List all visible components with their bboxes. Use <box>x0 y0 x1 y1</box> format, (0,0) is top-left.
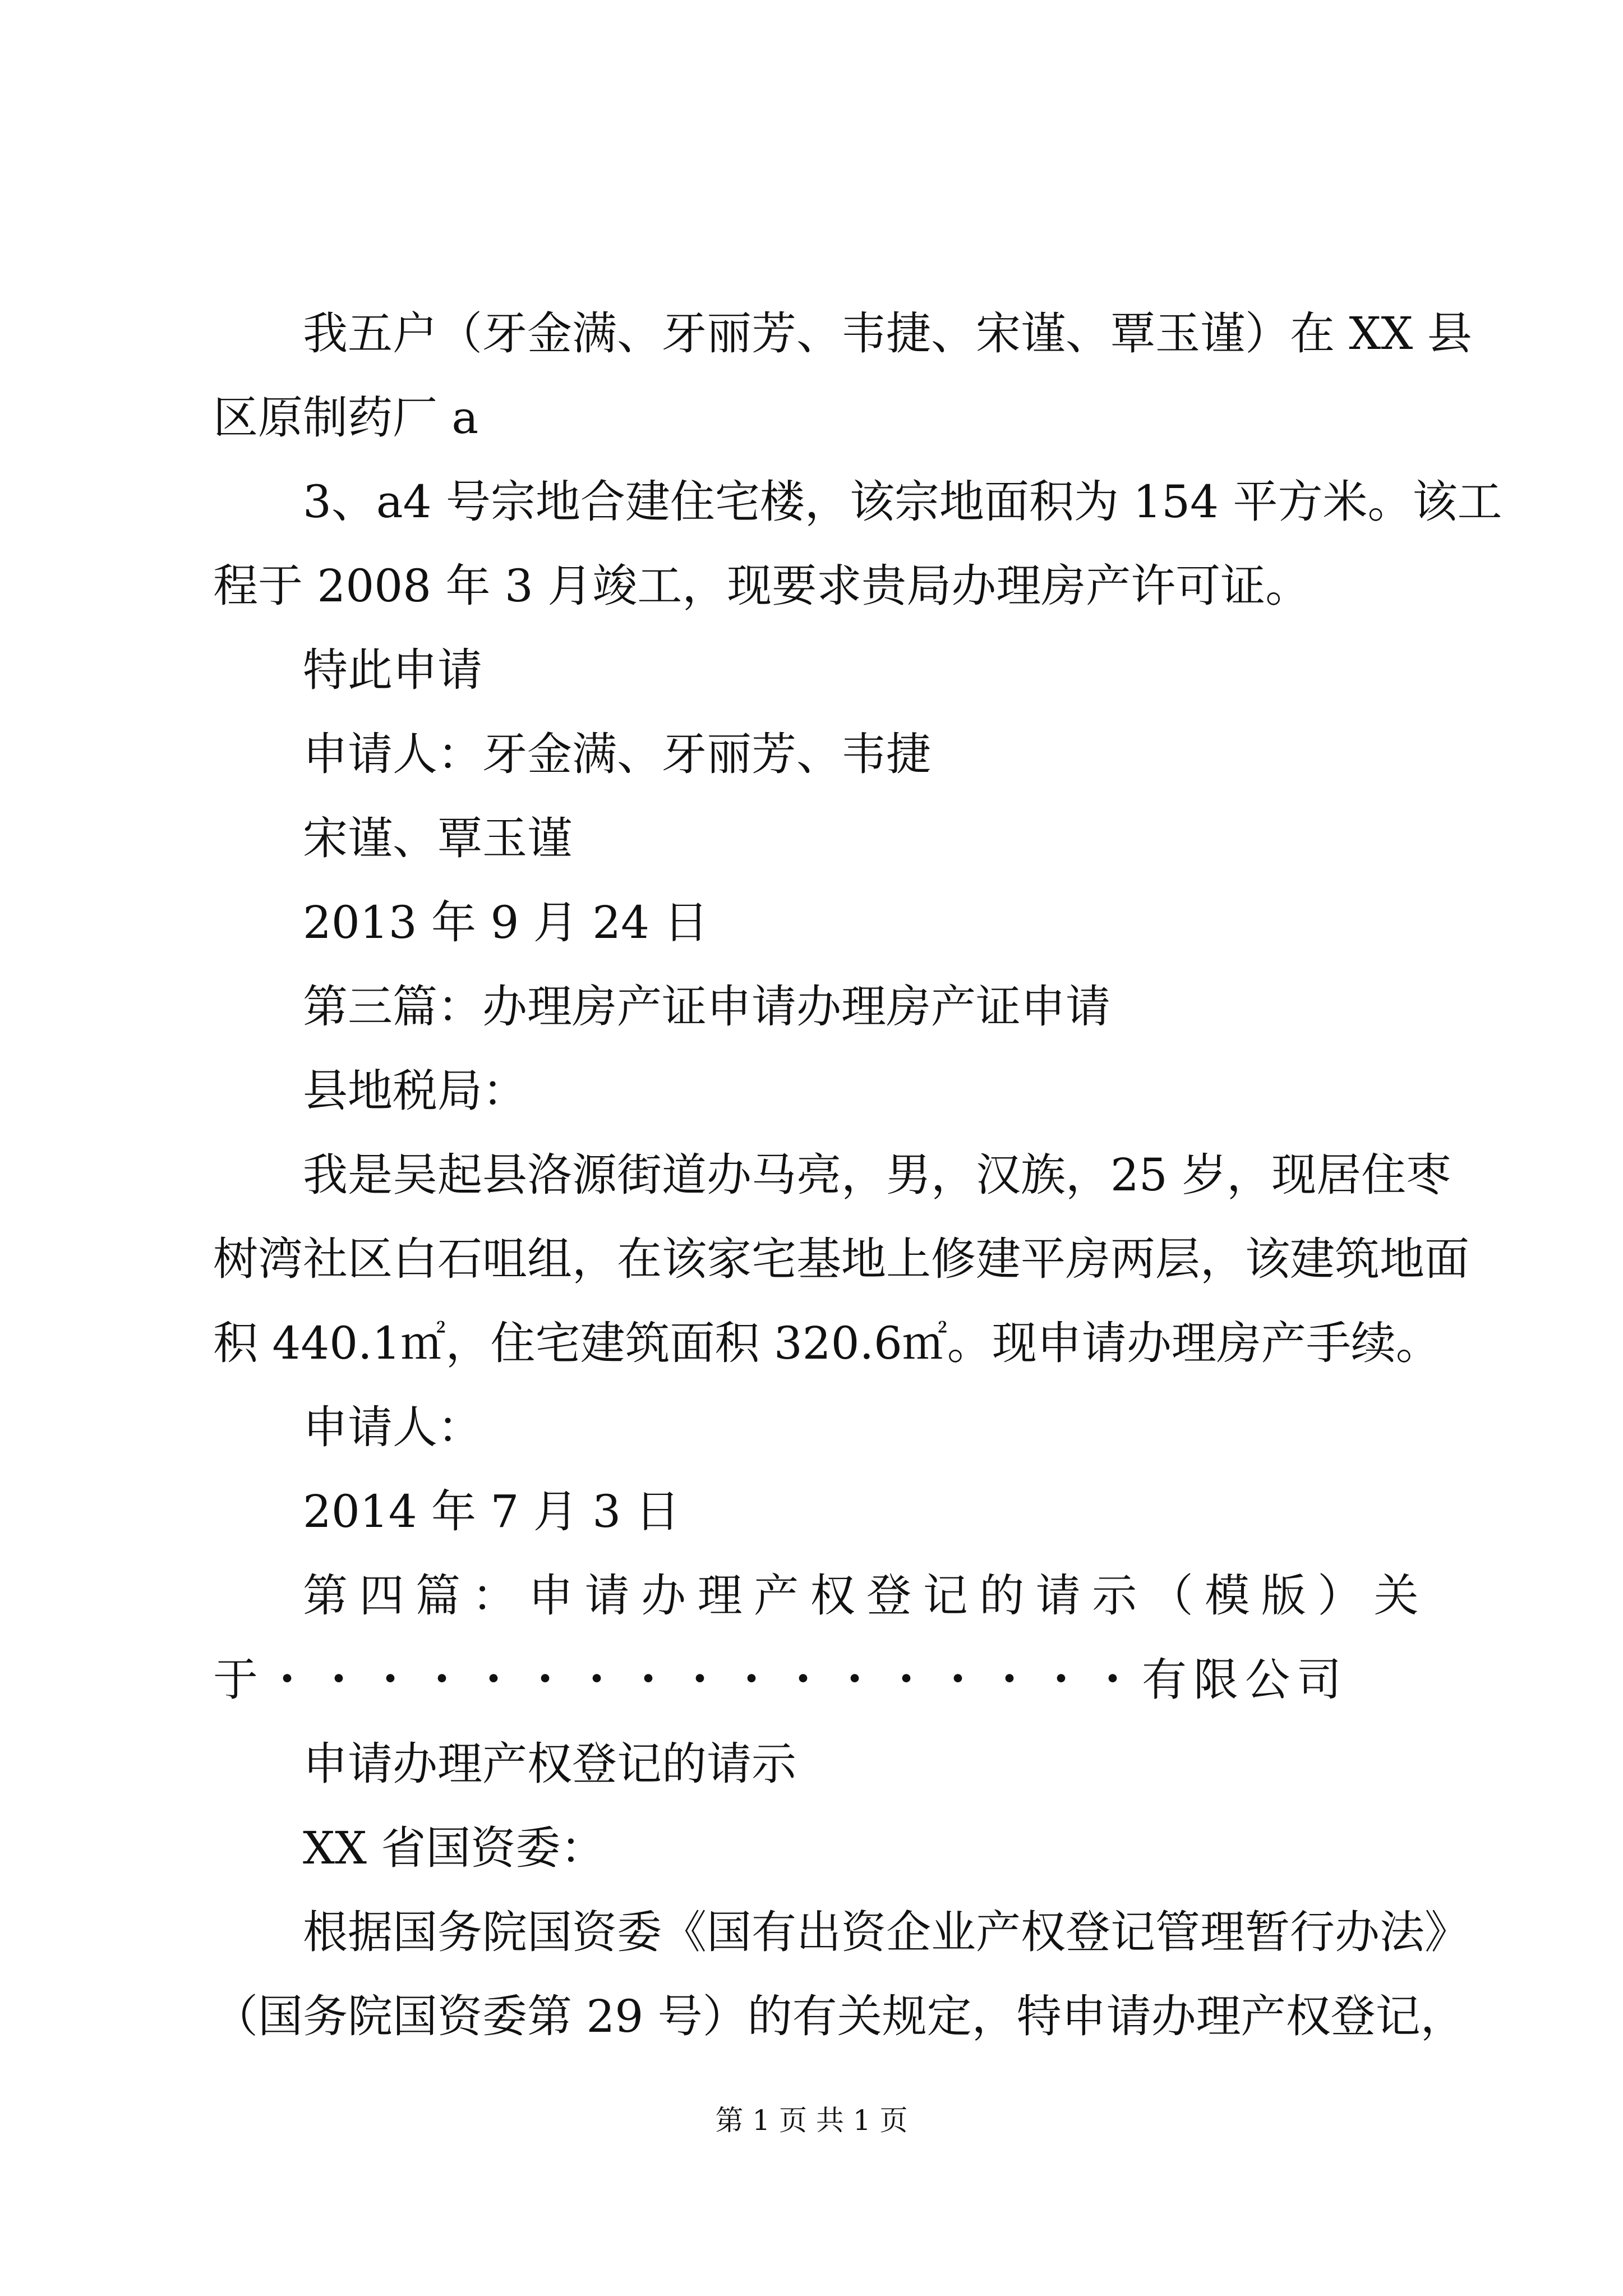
document-title-line: 申请办理产权登记的请示 <box>303 1738 796 1790</box>
date-line: 2014 年 7 月 3 日 <box>303 1485 680 1538</box>
paragraph-line: 我是吴起县洛源街道办马亮，男，汉族，25 岁，现居住枣 <box>303 1149 1451 1201</box>
paragraph-line: 区原制药厂 a <box>213 392 479 444</box>
paragraph-line: 树湾社区白石咀组，在该家宅基地上修建平房两层，该建筑地面 <box>213 1233 1469 1285</box>
addressee-line: XX 省国资委： <box>303 1822 606 1874</box>
paragraph-line: 特此申请 <box>303 644 482 696</box>
section-heading: 第三篇：办理房产证申请办理房产证申请 <box>303 981 1110 1033</box>
date-line: 2013 年 9 月 24 日 <box>303 896 709 949</box>
page-footer: 第 1 页 共 1 页 <box>715 2104 908 2137</box>
paragraph-line: 积 440.1㎡，住宅建筑面积 320.6㎡。现申请办理房产手续。 <box>213 1317 1441 1369</box>
addressee-line: 县地税局： <box>303 1065 527 1117</box>
paragraph-line: 程于 2008 年 3 月竣工，现要求贵局办理房产许可证。 <box>213 560 1311 612</box>
paragraph-line: 根据国务院国资委《国有出资企业产权登记管理暂行办法》 <box>303 1906 1469 1958</box>
section-heading: 第 四 篇 ： 申 请 办 理 产 权 登 记 的 请 示 （ 模 版 ） 关 <box>303 1570 1419 1622</box>
paragraph-line: 3、a4 号宗地合建住宅楼，该宗地面积为 154 平方米。该工 <box>303 476 1502 528</box>
paragraph-line: 申请人：牙金满、牙丽芳、韦捷 <box>303 728 931 780</box>
paragraph-line: 我五户（牙金满、牙丽芳、韦捷、宋谨、覃玉谨）在 XX 县 <box>303 307 1472 360</box>
paragraph-line: 申请人： <box>303 1401 482 1453</box>
paragraph-line: 宋谨、覃玉谨 <box>303 812 572 864</box>
paragraph-line: 于・・・・・・・・・・・・・・・・・有限公司 <box>213 1654 1348 1706</box>
paragraph-line: （国务院国资委第 29 号）的有关规定，特申请办理产权登记， <box>213 1990 1465 2042</box>
